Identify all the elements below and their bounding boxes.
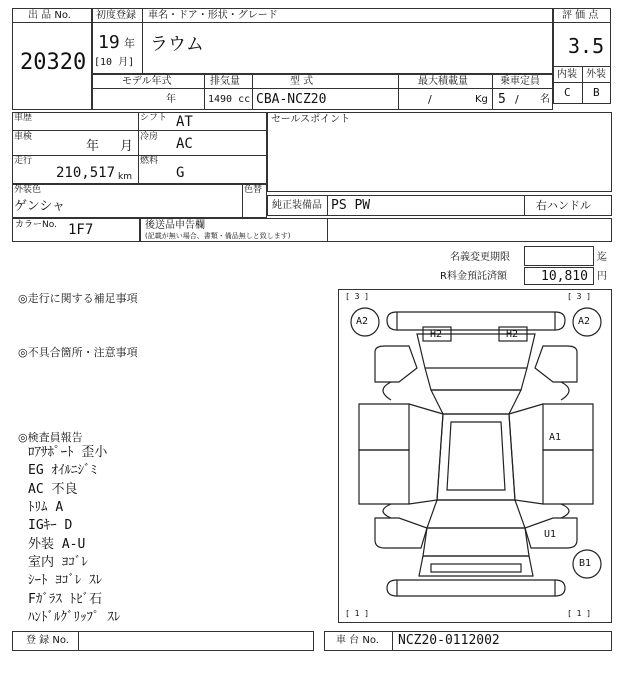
color-no-label: カラーNo. <box>15 220 57 230</box>
car-name: ラウム <box>150 34 204 55</box>
first-reg-year: 19 <box>98 32 120 53</box>
name-change-unit: 迄 <box>597 252 607 263</box>
type-label: 型 式 <box>290 76 314 87</box>
divider <box>12 22 92 23</box>
report-line: EG ｵｲﾙﾆｼﾞﾐ <box>28 463 97 478</box>
body-color-value: ゲンシャ <box>14 199 66 214</box>
max-load-unit: Kg <box>475 94 488 105</box>
damage-mark: H2 <box>506 329 519 340</box>
name-change-field <box>524 246 594 266</box>
divider <box>392 631 393 651</box>
recycle-label: R料金預託済額 <box>440 271 507 282</box>
report-line: 室内 ﾖｺﾞﾚ <box>28 555 88 570</box>
displacement-value: 1490 cc <box>208 94 251 105</box>
damage-mark: A1 <box>549 432 562 443</box>
car-diagram <box>338 289 612 623</box>
divider <box>524 195 525 216</box>
report-line: 外装 A-U <box>28 537 86 552</box>
documents-label: 後送品申告欄 <box>145 220 205 231</box>
damage-mark: A2 <box>356 316 369 327</box>
model-year-unit: 年 <box>166 94 176 105</box>
divider <box>138 112 139 184</box>
divider <box>204 74 205 110</box>
reg-no-label: 登 録 No. <box>26 635 69 646</box>
divider <box>78 631 79 651</box>
report-line: IGｷｰ D <box>28 518 73 533</box>
displacement-label: 排気量 <box>210 76 240 87</box>
capacity-value: 5 <box>498 92 506 107</box>
color-no-value: 1F7 <box>68 222 94 238</box>
car-label: 車名・ドア・形状・グレード <box>148 10 278 21</box>
inspector-label: ◎検査員報告 <box>18 431 83 444</box>
divider <box>327 195 328 216</box>
year-unit: 年 <box>124 37 135 50</box>
steering-value: 右ハンドル <box>536 199 591 212</box>
divider <box>582 66 583 104</box>
exterior-grade: B <box>593 86 600 99</box>
model-year-label: モデル年式 <box>122 76 172 87</box>
shift-label: シフト <box>140 113 168 123</box>
color-change-label: 色替 <box>244 185 263 195</box>
car-outline <box>339 290 613 624</box>
capacity-slash: / <box>515 93 519 106</box>
recycle-unit: 円 <box>597 271 607 282</box>
max-load-label: 最大積載量 <box>418 76 468 87</box>
history-label: 車歴 <box>14 113 33 123</box>
divider <box>553 22 611 23</box>
lot-label: 出 品 No. <box>28 10 71 21</box>
corner-label: [ 1 ] <box>345 609 370 618</box>
max-load-slash: / <box>428 93 432 106</box>
fuel-label: 燃料 <box>140 156 159 166</box>
capacity-unit: 名 <box>540 94 550 105</box>
aircon-label: 冷房 <box>140 132 159 142</box>
first-reg-month: [10 月] <box>94 57 135 68</box>
interior-label: 内装 <box>557 69 577 80</box>
chassis-number: NCZ20-0112002 <box>398 633 500 648</box>
recycle-amount: 10,810 <box>541 269 588 284</box>
inspection-month-unit: 月 <box>120 139 134 154</box>
divider <box>492 74 493 110</box>
divider <box>12 130 267 131</box>
divider <box>142 8 143 74</box>
damage-mark: H2 <box>430 329 443 340</box>
body-color-label: 外装色 <box>14 185 42 195</box>
first-reg-label: 初度登録 <box>96 10 136 21</box>
damage-mark: U1 <box>544 529 557 540</box>
corner-label: [ 3 ] <box>567 292 592 301</box>
mileage-label: 走行 <box>14 156 33 166</box>
report-line: ﾄﾘﾑ A <box>28 500 64 515</box>
divider <box>327 218 328 242</box>
report-line: ﾛｱｻﾎﾟｰﾄ 歪小 <box>28 445 108 460</box>
type-value: CBA-NCZ20 <box>256 92 327 107</box>
defects-label: ◎不具合箇所・注意事項 <box>18 346 138 359</box>
mileage-unit: km <box>118 172 132 182</box>
fuel-value: G <box>176 165 185 181</box>
report-line: Fｶﾞﾗｽ ﾄﾋﾞ石 <box>28 592 103 607</box>
report-line: ﾊﾝﾄﾞﾙｸﾞﾘｯﾌﾟ ｽﾚ <box>28 610 121 625</box>
inspection-year-unit: 年 <box>86 139 100 154</box>
corner-label: [ 1 ] <box>567 609 592 618</box>
aircon-value: AC <box>176 136 193 152</box>
exterior-label: 外装 <box>586 69 606 80</box>
corner-label: [ 3 ] <box>345 292 370 301</box>
mileage-value: 210,517 <box>56 165 116 181</box>
divider <box>252 74 253 110</box>
driving-notes-label: ◎走行に関する補足事項 <box>18 292 138 305</box>
shift-value: AT <box>176 114 193 130</box>
lot-number: 20320 <box>20 50 87 75</box>
equipment-label: 純正装備品 <box>272 200 322 211</box>
score-value: 3.5 <box>568 34 605 58</box>
capacity-label: 乗車定員 <box>500 76 540 87</box>
damage-mark: A2 <box>578 316 591 327</box>
divider <box>242 184 243 218</box>
damage-mark: B1 <box>579 558 592 569</box>
chassis-label: 車 台 No. <box>336 635 379 646</box>
score-label: 評 価 点 <box>562 10 599 21</box>
report-line: AC 不良 <box>28 482 78 497</box>
equipment-value: PS PW <box>331 198 371 213</box>
report-line: ｼｰﾄ ﾖｺﾞﾚ ｽﾚ <box>28 573 103 588</box>
inspection-label: 車検 <box>14 132 33 142</box>
documents-note: (記載が無い場合、書類・備品無しと致します) <box>145 232 291 240</box>
interior-grade: C <box>564 86 571 99</box>
divider <box>398 74 399 110</box>
name-change-label: 名義変更期限 <box>450 252 510 263</box>
divider <box>92 22 553 23</box>
sales-points-label: セールスポイント <box>271 114 351 125</box>
divider <box>92 88 553 89</box>
